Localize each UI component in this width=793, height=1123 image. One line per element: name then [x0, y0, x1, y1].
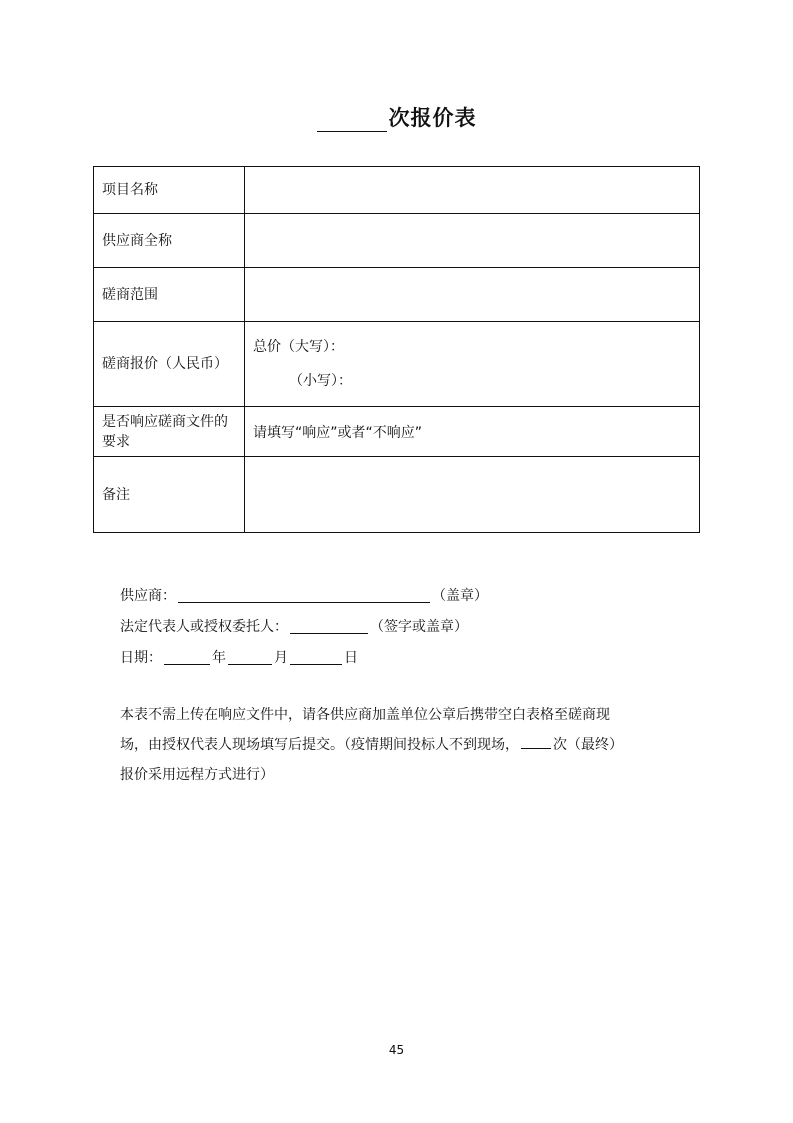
- representative-sign-row: [120, 606, 488, 637]
- signature-section: [120, 575, 488, 668]
- response-requirement-label: 是否响应磋商文件的要求: [94, 407, 245, 457]
- date-label: 日期：: [120, 650, 162, 666]
- page-title-text: 次报价表: [388, 106, 477, 130]
- supplier-full-name-field[interactable]: [245, 214, 700, 268]
- table-row: [94, 268, 700, 322]
- supplier-sign-label: 供应商：: [120, 588, 176, 604]
- note-text: 场，由授权代表人现场填写后提交。（疫情期间投标人不到现场，: [120, 737, 519, 753]
- table-row: [94, 214, 700, 268]
- remarks-field[interactable]: [245, 457, 700, 533]
- instruction-note: [120, 700, 700, 790]
- year-blank[interactable]: [164, 650, 210, 665]
- total-price-upper: 总价（大写）：: [253, 339, 344, 355]
- representative-sign-note: （签字或盖章）: [370, 619, 468, 635]
- page-number: 45: [388, 1043, 405, 1057]
- day-blank[interactable]: [290, 650, 342, 665]
- round-blank: [521, 734, 551, 749]
- table-row: [94, 407, 700, 457]
- quotation-table: [93, 166, 700, 533]
- day-label: 日: [344, 650, 358, 666]
- response-requirement-field[interactable]: 请填写“响应”或者“不响应”: [245, 407, 700, 457]
- month-blank[interactable]: [228, 650, 272, 665]
- quoted-price-label: 磋商报价（人民币）: [94, 322, 245, 407]
- remarks-label: 备注: [94, 457, 245, 533]
- note-text: 次（最终）: [553, 737, 623, 753]
- supplier-seal-note: （盖章）: [432, 588, 488, 604]
- month-label: 月: [274, 650, 288, 666]
- note-line: 报价采用远程方式进行）: [120, 767, 274, 783]
- representative-sign-line[interactable]: [290, 619, 368, 634]
- year-label: 年: [212, 650, 226, 666]
- supplier-full-name-label: 供应商全称: [94, 214, 245, 268]
- consultation-scope-label: 磋商范围: [94, 268, 245, 322]
- consultation-scope-field[interactable]: [245, 268, 700, 322]
- representative-sign-label: 法定代表人或授权委托人：: [120, 619, 288, 635]
- date-row: [120, 637, 488, 668]
- table-row: [94, 322, 700, 407]
- project-name-field[interactable]: [245, 167, 700, 214]
- project-name-label: 项目名称: [94, 167, 245, 214]
- table-row: [94, 457, 700, 533]
- note-line: [120, 730, 700, 760]
- round-number-blank: [317, 109, 387, 132]
- table-row: [94, 167, 700, 214]
- supplier-sign-row: [120, 575, 488, 606]
- quoted-price-field[interactable]: [245, 322, 700, 407]
- note-line: 本表不需上传在响应文件中，请各供应商加盖单位公章后携带空白表格至磋商现: [120, 707, 610, 723]
- page-title: [0, 102, 793, 132]
- supplier-sign-line[interactable]: [178, 588, 430, 603]
- total-price-lower: （小写）：: [289, 373, 352, 389]
